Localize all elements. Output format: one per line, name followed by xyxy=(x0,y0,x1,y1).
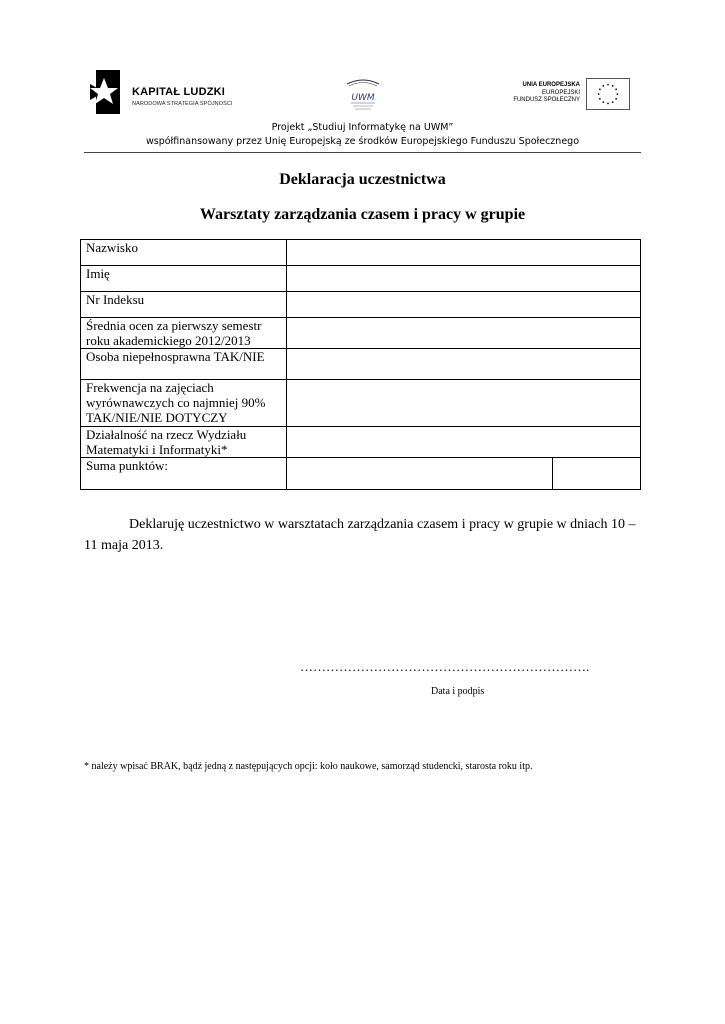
kapital-ludzki-title: KAPITAŁ LUDZKI xyxy=(132,86,226,98)
eu-flag-icon xyxy=(586,78,630,110)
declaration-text: Deklaruję uczestnictwo w warsztatach zarządzania czasem i pracy w grupie w dniach 10 – 11 maja 2013. xyxy=(84,517,636,553)
form-label-disability: Osoba niepełnosprawna TAK/NIE xyxy=(81,349,287,380)
form-row-attendance xyxy=(81,380,641,427)
uwm-logo xyxy=(343,76,383,112)
form-field-disability[interactable] xyxy=(287,349,641,380)
header-logos xyxy=(0,66,725,116)
form-label-first-name: Imię xyxy=(81,266,287,292)
project-line-1: Projekt „Studiuj Informatykę na UWM” xyxy=(271,122,454,133)
form-row-first-name xyxy=(81,266,641,292)
form-row-sum xyxy=(81,458,641,490)
eu-line-3: FUNDUSZ SPOŁECZNY xyxy=(513,97,580,103)
form-row-disability xyxy=(81,349,641,380)
signature-line: …………………………………………………………. xyxy=(300,659,590,674)
uwm-label: UWM xyxy=(351,93,375,103)
project-line-2: współfinansowany przez Unię Europejską ze środków Europejskiego Funduszu Społecznego xyxy=(145,136,579,147)
kapital-ludzki-emblem-icon xyxy=(90,70,124,114)
form-field-activity[interactable] xyxy=(287,427,641,458)
form-label-attendance: Frekwencja na zajęciach wyrównawczych co najmniej 90% TAK/NIE/NIE DOTYCZY xyxy=(81,380,287,427)
document-title: Deklaracja uczestnictwa xyxy=(279,171,446,188)
uwm-emblem-icon xyxy=(343,76,383,112)
form-row-surname xyxy=(81,240,641,266)
form-field-attendance[interactable] xyxy=(287,380,641,427)
form-label-average: Średnia ocen za pierwszy semestr roku akademickiego 2012/2013 xyxy=(81,318,287,349)
document-subtitle: Warsztaty zarządzania czasem i pracy w grupie xyxy=(199,206,526,223)
project-info xyxy=(0,121,725,149)
form-row-activity xyxy=(81,427,641,458)
kapital-ludzki-logo xyxy=(90,70,250,114)
form-field-surname[interactable] xyxy=(287,240,641,266)
footnote: * należy wpisać BRAK, bądź jedną z następujących opcji: koło naukowe, samorząd studencki, starosta roku itp. xyxy=(84,761,533,772)
header-divider xyxy=(84,152,641,153)
form-label-index: Nr Indeksu xyxy=(81,292,287,318)
participant-form-table xyxy=(80,239,641,490)
eu-line-2: EUROPEJSKI xyxy=(541,89,580,96)
eu-line-1: UNIA EUROPEJSKA xyxy=(522,82,580,88)
form-label-sum: Suma punktów: xyxy=(81,458,287,490)
kapital-ludzki-subtitle: NARODOWA STRATEGIA SPÓJNOŚCI xyxy=(132,101,233,107)
form-row-average xyxy=(81,318,641,349)
form-field-sum[interactable] xyxy=(552,458,640,489)
form-field-first-name[interactable] xyxy=(287,266,641,292)
form-row-index xyxy=(81,292,641,318)
form-field-sum-blank xyxy=(287,458,552,489)
eu-logo xyxy=(505,78,630,112)
form-label-surname: Nazwisko xyxy=(81,240,287,266)
form-field-average[interactable] xyxy=(287,318,641,349)
form-label-activity: Działalność na rzecz Wydziału Matematyki i Informatyki* xyxy=(81,427,287,458)
signature-label: Data i podpis xyxy=(431,686,485,697)
form-field-index[interactable] xyxy=(287,292,641,318)
